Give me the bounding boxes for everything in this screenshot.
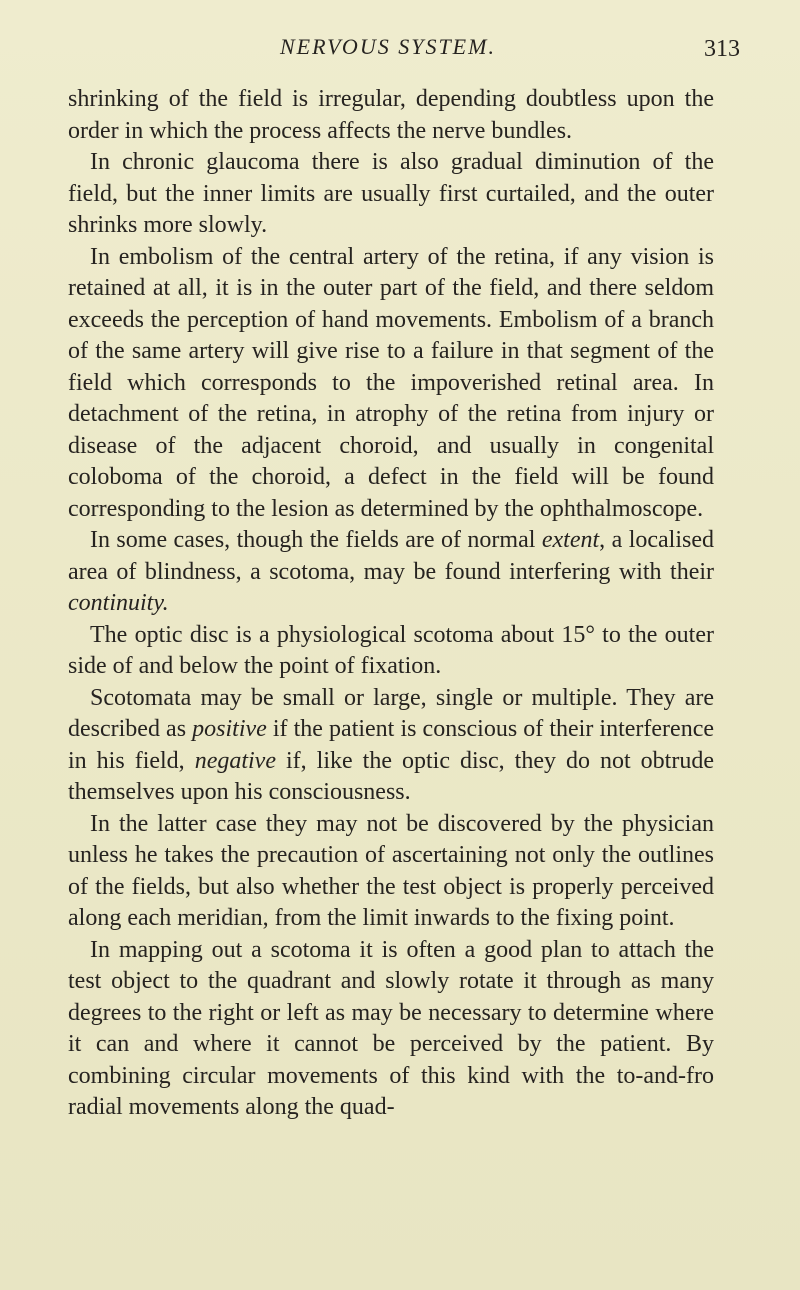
text-run: Scotomata may be small or large, single or multiple. They are described as: [68, 684, 714, 742]
text-run: if, like the optic disc, they do not obtrude themselves upon his consciousness.: [68, 747, 714, 805]
paragraph: [68, 242, 714, 526]
page-header: [0, 34, 800, 64]
text-run: , a localised area of blindness, a scotoma, may be found interfering with their: [68, 527, 714, 585]
italic-term: extent: [541, 527, 600, 553]
italic-term: continuity.: [68, 590, 169, 616]
italic-term: negative: [194, 747, 276, 774]
text-run: The optic disc is a physiological scotoma about 15° to the outer side of and below the point of fixation.: [68, 621, 714, 679]
text-run: In some cases, though the fields are of normal: [90, 527, 542, 553]
text-run: In chronic glaucoma there is also gradual diminution of the field, but the inner limits are usually first curtailed, and the outer shrinks more slowly.: [68, 149, 714, 238]
text-run: if the patient is conscious of their interference in his field,: [68, 716, 715, 774]
paragraph: [68, 935, 714, 1124]
body-text: [68, 84, 714, 1124]
paragraph: [68, 525, 714, 620]
page-number: 313: [704, 36, 740, 62]
paragraph: [68, 620, 714, 683]
text-run: shrinking of the field is irregular, depending doubtless upon the order in which the process affects the nerve bundles.: [68, 86, 714, 144]
paragraph: [68, 683, 714, 809]
italic-term: positive: [192, 716, 267, 742]
paragraph: [68, 809, 714, 935]
text-run: In mapping out a scotoma it is often a good plan to attach the test object to the quadrant and slowly rotate it through as many degrees to the right or left as may be necessary to determine where it can and where it cannot be perceived by the patient. By combining circular movements of this kind with the to-and-fro radial movements along the quad-: [68, 936, 714, 1120]
running-head: NERVOUS SYSTEM.: [280, 34, 496, 59]
paragraph: [68, 84, 714, 147]
text-run: In embolism of the central artery of the retina, if any vision is retained at all, it is in the outer part of the field, and there seldom exceeds the perception of hand movements. Embolism of a branch of the same artery will give rise to a failure in that segment of the field which corresponds to the impoverished retinal area. In detachment of the retina, in atrophy of the retina from injury or disease of the adjacent choroid, and usually in congenital coloboma of the choroid, a defect in the field will be found corresponding to the lesion as determined by the ophthalmoscope.: [68, 243, 714, 522]
text-run: In the latter case they may not be discovered by the physician unless he takes the precaution of ascertaining not only the outlines of the fields, but also whether the test object is properly perceived along each meridian, from the limit inwards to the fixing point.: [68, 810, 714, 931]
paragraph: [68, 147, 714, 242]
